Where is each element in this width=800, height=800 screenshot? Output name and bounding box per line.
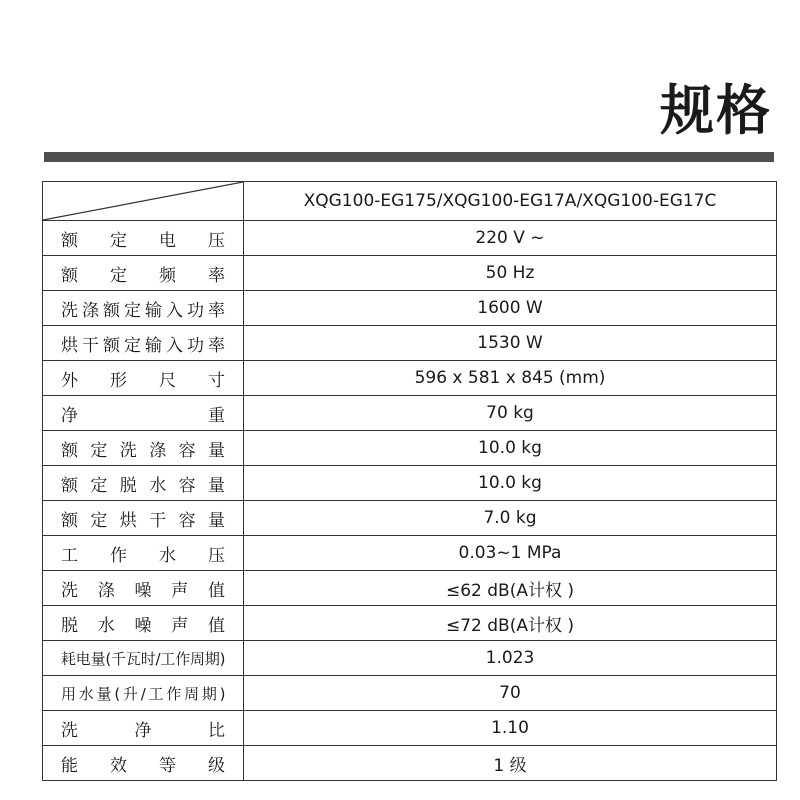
row-label: 额 定 脱 水 容 量 <box>43 466 244 501</box>
table-header-row <box>43 182 777 221</box>
row-value: ≤62 dB(A计权 ) <box>244 571 777 606</box>
table-row <box>43 361 777 396</box>
table-row <box>43 606 777 641</box>
row-label: 用水量(升/工作周期) <box>43 676 244 711</box>
table-row <box>43 256 777 291</box>
table-row <box>43 641 777 676</box>
row-label: 耗电量(千瓦时/工作周期) <box>43 641 244 676</box>
row-label: 烘干额定输入功率 <box>43 326 244 361</box>
row-value: 10.0 kg <box>244 431 777 466</box>
row-label: 洗涤额定输入功率 <box>43 291 244 326</box>
table-row <box>43 396 777 431</box>
row-value: 1.10 <box>244 711 777 746</box>
row-label: 净 重 <box>43 396 244 431</box>
table-row <box>43 221 777 256</box>
row-value: 70 <box>244 676 777 711</box>
diagonal-line <box>43 182 243 220</box>
table-row <box>43 746 777 781</box>
row-value: 50 Hz <box>244 256 777 291</box>
row-label: 额 定 电 压 <box>43 221 244 256</box>
table-row <box>43 711 777 746</box>
row-value: 1600 W <box>244 291 777 326</box>
spec-table <box>42 181 777 781</box>
table-row <box>43 291 777 326</box>
diagonal-header-cell <box>43 182 244 221</box>
row-label: 额 定 烘 干 容 量 <box>43 501 244 536</box>
table-row <box>43 501 777 536</box>
row-value: 220 V ~ <box>244 221 777 256</box>
row-label: 工 作 水 压 <box>43 536 244 571</box>
row-label: 额 定 洗 涤 容 量 <box>43 431 244 466</box>
row-label: 能 效 等 级 <box>43 746 244 781</box>
row-value: 596 x 581 x 845 (mm) <box>244 361 777 396</box>
row-label: 外 形 尺 寸 <box>43 361 244 396</box>
row-value: 1 级 <box>244 746 777 781</box>
row-value: 10.0 kg <box>244 466 777 501</box>
table-row <box>43 536 777 571</box>
row-value: 1.023 <box>244 641 777 676</box>
page-title: 规格 <box>660 79 772 142</box>
row-label: 额 定 频 率 <box>43 256 244 291</box>
row-label: 脱 水 噪 声 值 <box>43 606 244 641</box>
title-divider <box>44 152 774 162</box>
table-row <box>43 571 777 606</box>
row-value: 70 kg <box>244 396 777 431</box>
row-label: 洗 净 比 <box>43 711 244 746</box>
table-row <box>43 326 777 361</box>
table-row <box>43 431 777 466</box>
table-row <box>43 466 777 501</box>
row-value: ≤72 dB(A计权 ) <box>244 606 777 641</box>
model-number: XQG100-EG175/XQG100-EG17A/XQG100-EG17C <box>244 182 777 221</box>
row-label: 洗 涤 噪 声 值 <box>43 571 244 606</box>
row-value: 0.03~1 MPa <box>244 536 777 571</box>
row-value: 1530 W <box>244 326 777 361</box>
row-value: 7.0 kg <box>244 501 777 536</box>
table-row <box>43 676 777 711</box>
